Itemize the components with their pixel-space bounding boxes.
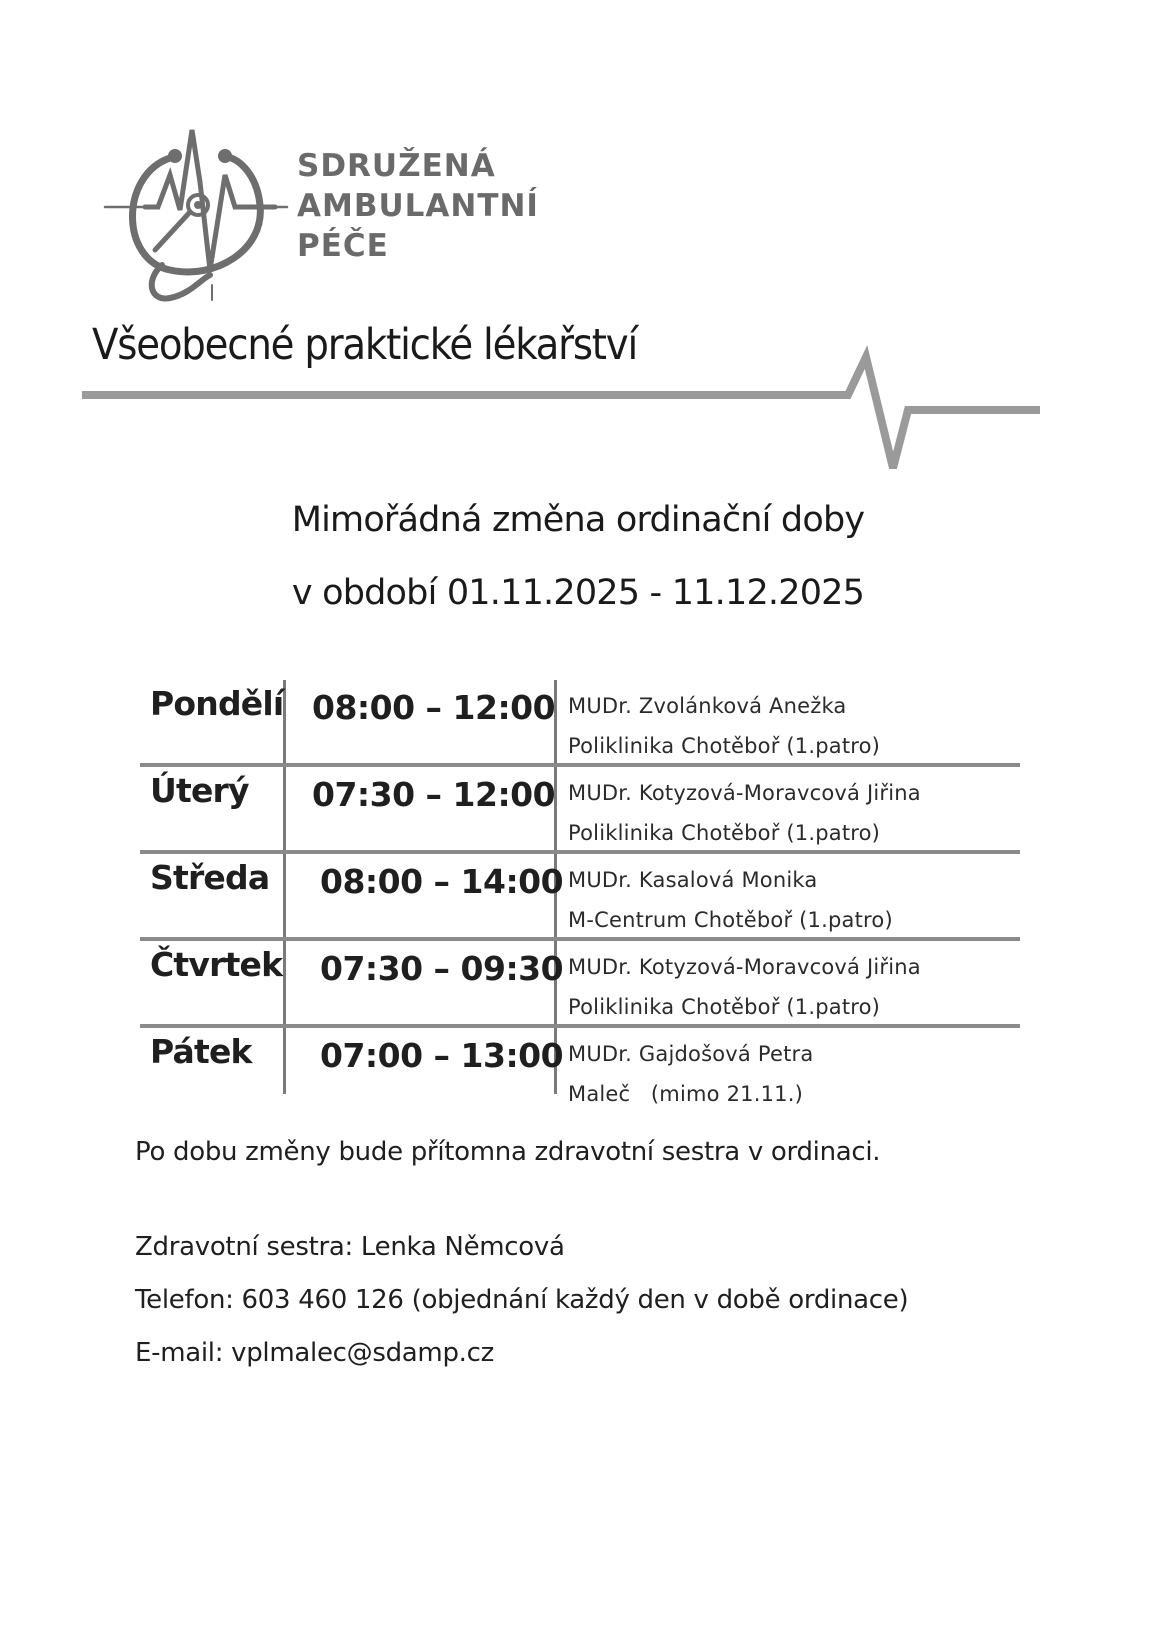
page-title: Všeobecné praktické lékařství (92, 320, 638, 370)
location: Poliklinika Chotěboř (1.patro) (568, 995, 881, 1019)
nurse-presence-note: Po dobu změny bude přítomna zdravotní sestra v ordinaci. (135, 1137, 881, 1167)
location: Poliklinika Chotěboř (1.patro) (568, 821, 881, 845)
doctor-info (568, 947, 921, 1027)
day-label: Úterý (150, 771, 249, 810)
stethoscope-heartbeat-logo-icon (100, 120, 290, 305)
doctor-info (568, 860, 893, 940)
brand-line-2: AMBULANTNÍ (297, 188, 539, 224)
doctor-info (568, 686, 880, 766)
doctor-name: MUDr. Kasalová Monika (568, 868, 818, 892)
day-label: Čtvrtek (150, 945, 283, 984)
notice-period: v období 01.11.2025 - 11.12.2025 (291, 573, 865, 613)
table-row (140, 680, 1020, 763)
nurse-name: Zdravotní sestra: Lenka Němcová (135, 1232, 565, 1262)
doctor-name: MUDr. Zvolánková Anežka (568, 694, 847, 718)
doctor-name: MUDr. Kotyzová-Moravcová Jiřina (568, 955, 921, 979)
table-row (140, 1024, 1020, 1111)
brand-line-3: PÉČE (297, 228, 389, 264)
location: Maleč (mimo 21.11.) (568, 1082, 803, 1106)
location: M-Centrum Chotěboř (1.patro) (568, 908, 893, 932)
hours: 08:00 – 12:00 (312, 688, 556, 727)
email-info: E-mail: vplmalec@sdamp.cz (135, 1338, 494, 1368)
schedule-table (140, 680, 1020, 1111)
table-row (140, 850, 1020, 937)
doctor-name: MUDr. Gajdošová Petra (568, 1042, 814, 1066)
doctor-name: MUDr. Kotyzová-Moravcová Jiřina (568, 781, 921, 805)
hours: 07:30 – 12:00 (312, 775, 556, 814)
hours: 07:00 – 13:00 (320, 1036, 564, 1075)
brand-name (297, 146, 539, 266)
doctor-info (568, 773, 921, 853)
hours: 08:00 – 14:00 (320, 862, 564, 901)
day-label: Středa (150, 858, 270, 897)
phone-info: Telefon: 603 460 126 (objednání každý den v době ordinace) (135, 1285, 909, 1315)
day-label: Pondělí (150, 684, 284, 723)
doctor-info (568, 1034, 813, 1114)
notice-title: Mimořádná změna ordinační doby (291, 500, 865, 540)
table-row (140, 937, 1020, 1024)
brand-line-1: SDRUŽENÁ (297, 148, 496, 184)
heartbeat-line-icon (0, 330, 1156, 480)
table-row (140, 763, 1020, 850)
day-label: Pátek (150, 1032, 252, 1071)
location: Poliklinika Chotěboř (1.patro) (568, 734, 881, 758)
hours: 07:30 – 09:30 (320, 949, 564, 988)
